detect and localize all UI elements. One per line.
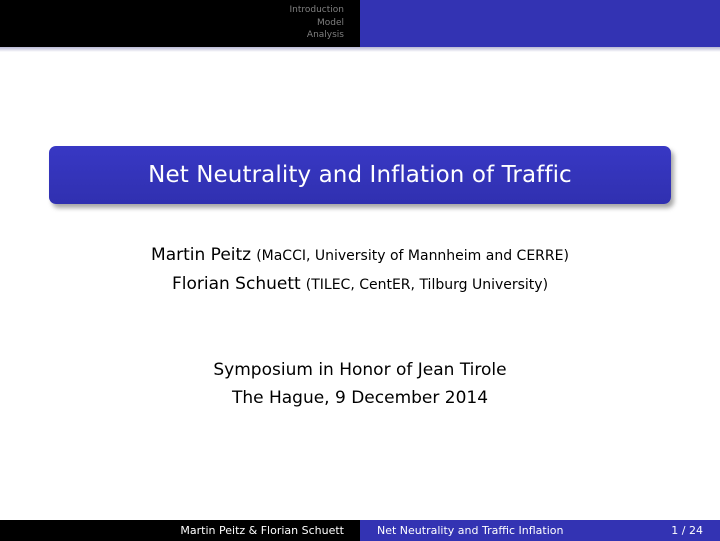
author-affiliation: (TILEC, CentER, Tilburg University)	[305, 277, 549, 293]
title-box	[49, 146, 671, 204]
headline-blue-panel	[360, 0, 720, 47]
author-name: Martin Peitz	[151, 245, 252, 265]
event-block	[0, 356, 720, 412]
author-affiliation: (MaCCI, University of Mannheim and CERRE)	[256, 248, 569, 264]
event-name: Symposium in Honor of Jean Tirole	[213, 360, 507, 380]
footline-authors: Martin Peitz & Florian Schuett	[0, 520, 360, 541]
nav-item-introduction[interactable]: Introduction	[289, 5, 344, 15]
author-line-peitz	[0, 240, 720, 269]
headline-bar	[0, 0, 720, 47]
event-place-date: The Hague, 9 December 2014	[231, 388, 489, 408]
page-number: 1 / 24	[671, 524, 703, 537]
slide-title: Net Neutrality and Inflation of Traffic	[148, 162, 572, 188]
headline-shadow	[0, 47, 720, 52]
footline-short-title: Net Neutrality and Traffic Inflation	[377, 524, 564, 537]
author-name: Florian Schuett	[171, 274, 301, 294]
author-line-schuett	[0, 269, 720, 298]
section-navigation	[0, 0, 360, 47]
nav-item-model[interactable]: Model	[316, 17, 344, 28]
footline	[0, 520, 720, 541]
nav-item-analysis[interactable]: Analysis	[306, 30, 344, 40]
footline-title-panel	[360, 520, 720, 541]
author-block	[0, 240, 720, 298]
